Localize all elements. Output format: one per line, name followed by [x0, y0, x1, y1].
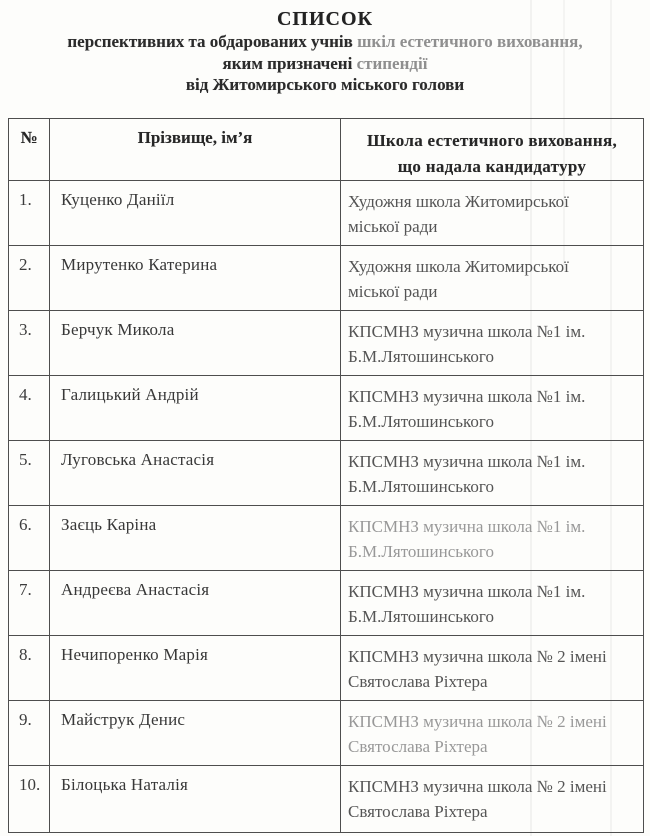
cell-school: [341, 766, 644, 833]
cell-number: 4.: [9, 376, 50, 441]
school-line-1: КПСМНЗ музична школа № 2 імені: [348, 712, 607, 731]
table-header-row: [9, 119, 644, 181]
cell-name: Нечипоренко Марія: [50, 636, 341, 701]
cell-school: [341, 246, 644, 311]
header-school: [341, 119, 644, 181]
cell-name: Галицький Андрій: [50, 376, 341, 441]
table-row: [9, 701, 644, 766]
subtitle-line-2: [0, 53, 650, 75]
table-row: [9, 376, 644, 441]
school-line-2: Святослава Ріхтера: [348, 802, 488, 821]
table-row: [9, 441, 644, 506]
cell-name: Куценко Даніїл: [50, 181, 341, 246]
table-row: [9, 311, 644, 376]
cell-school: [341, 571, 644, 636]
cell-number: 10.: [9, 766, 50, 833]
cell-school: [341, 441, 644, 506]
school-line-2: Святослава Ріхтера: [348, 672, 488, 691]
cell-number: 6.: [9, 506, 50, 571]
cell-school: [341, 506, 644, 571]
header-school-line-2: що надала кандидатуру: [397, 157, 587, 176]
table-row: [9, 181, 644, 246]
cell-number: 3.: [9, 311, 50, 376]
school-line-1: КПСМНЗ музична школа № 2 імені: [348, 777, 607, 796]
cell-school: [341, 636, 644, 701]
cell-school: [341, 311, 644, 376]
page-title: СПИСОК: [276, 8, 374, 30]
school-line-2: Святослава Ріхтера: [348, 737, 488, 756]
cell-number: 9.: [9, 701, 50, 766]
school-line-1: КПСМНЗ музична школа №1 ім.: [348, 387, 586, 406]
subtitle-line-2-faded: стипендії: [356, 53, 428, 73]
cell-name: Майструк Денис: [50, 701, 341, 766]
subtitle-line-1: [0, 31, 650, 53]
school-line-2: Б.М.Лятошинського: [348, 607, 494, 626]
school-line-2: Б.М.Лятошинського: [348, 412, 494, 431]
cell-name: Мирутенко Катерина: [50, 246, 341, 311]
table-row: [9, 246, 644, 311]
scholarship-table: [8, 118, 644, 833]
school-line-1: КПСМНЗ музична школа №1 ім.: [348, 582, 586, 601]
school-line-2: Б.М.Лятошинського: [348, 477, 494, 496]
subtitle-line-3: від Житомирського міського голови: [185, 75, 465, 94]
header-school-line-1: Школа естетичного виховання,: [366, 131, 618, 150]
subtitle-line-1-main: перспективних та обдарованих учнів: [67, 32, 353, 51]
school-line-1: КПСМНЗ музична школа №1 ім.: [348, 517, 586, 536]
school-line-1: КПСМНЗ музична школа №1 ім.: [348, 322, 586, 341]
cell-school: [341, 701, 644, 766]
cell-name: Заєць Каріна: [50, 506, 341, 571]
school-line-2: міської ради: [348, 282, 438, 301]
table-row: [9, 506, 644, 571]
subtitle-line-1-faded: шкіл естетичного виховання,: [357, 32, 583, 51]
table-row: [9, 766, 644, 833]
cell-school: [341, 181, 644, 246]
cell-name: Андреєва Анастасія: [50, 571, 341, 636]
cell-name: Берчук Микола: [50, 311, 341, 376]
table-row: [9, 571, 644, 636]
school-line-1: Художня школа Житомирської: [348, 257, 569, 276]
school-line-2: Б.М.Лятошинського: [348, 347, 494, 366]
school-line-1: Художня школа Житомирської: [348, 192, 569, 211]
table-row: [9, 636, 644, 701]
cell-name: Луговська Анастасія: [50, 441, 341, 506]
cell-number: 1.: [9, 181, 50, 246]
cell-name: Білоцька Наталія: [50, 766, 341, 833]
title-block: [0, 7, 650, 96]
school-line-2: Б.М.Лятошинського: [348, 542, 494, 561]
cell-number: 5.: [9, 441, 50, 506]
cell-number: 2.: [9, 246, 50, 311]
cell-school: [341, 376, 644, 441]
subtitle-line-2-main: яким призначені: [222, 53, 353, 73]
school-line-1: КПСМНЗ музична школа №1 ім.: [348, 452, 586, 471]
header-number: №: [9, 119, 50, 181]
cell-number: 7.: [9, 571, 50, 636]
header-name: Прізвище, ім’я: [50, 119, 341, 181]
cell-number: 8.: [9, 636, 50, 701]
school-line-2: міської ради: [348, 217, 438, 236]
school-line-1: КПСМНЗ музична школа № 2 імені: [348, 647, 607, 666]
